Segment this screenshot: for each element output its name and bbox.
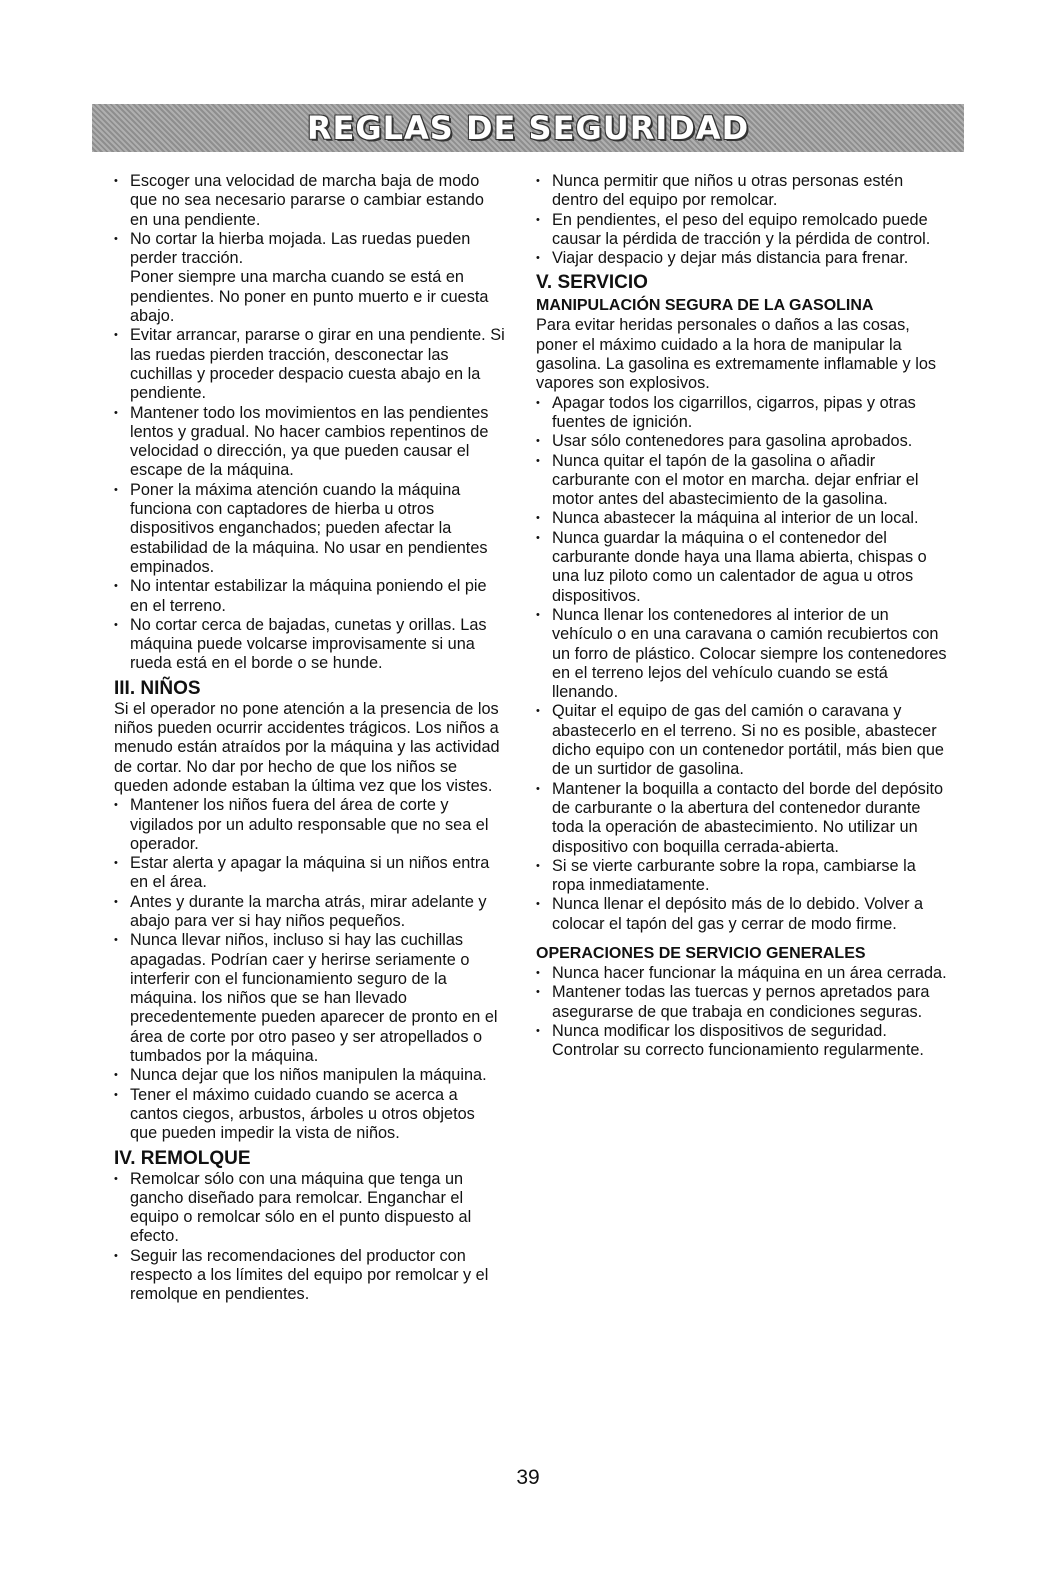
list-item: • Mantener los niños fuera del área de corte y vigilados por un adulto responsable que no sea el operador. bbox=[114, 796, 506, 854]
ninos-list bbox=[114, 796, 506, 1143]
paragraph: Poner siempre una marcha cuando se está en pendientes. No poner en punto muerto e ir cuesta abajo. bbox=[130, 268, 489, 326]
list-item: • Usar sólo contenedores para gasolina aprobados. bbox=[536, 432, 950, 451]
list-item: • Si se vierte carburante sobre la ropa, cambiarse la ropa inmediatamente. bbox=[536, 857, 950, 896]
list-item: • En pendientes, el peso del equipo remolcado puede causar la pérdida de tracción y la pérdida de control. bbox=[536, 211, 950, 250]
list-item: • Escoger una velocidad de marcha baja de modo que no sea necesario pararse o cambiar estando en una pendiente. bbox=[114, 172, 506, 230]
right-column bbox=[536, 172, 950, 1060]
list-item: • Remolcar sólo con una máquina que tenga un gancho diseñado para remolcar. Enganchar el equipo o remolcar sólo en el punto dispuesto al efecto. bbox=[114, 1170, 506, 1247]
paragraph: Para evitar heridas personales o daños a las cosas, poner el máximo cuidado a la hora de manipular la gasolina. La gasolina es extremamente inflamable y los vapores son explosivos. bbox=[536, 316, 937, 393]
list-item: • Viajar despacio y dejar más distancia para frenar. bbox=[536, 249, 950, 268]
list-item: • Estar alerta y apagar la máquina si un niños entra en el área. bbox=[114, 854, 506, 893]
list-item: • Nunca abastecer la máquina al interior de un local. bbox=[536, 509, 950, 528]
list-item: • Nunca quitar el tapón de la gasolina o añadir carburante con el motor en marcha. dejar enfriar el motor antes del abastecimiento de la gasolina. bbox=[536, 452, 950, 510]
subsection-heading-gasolina: MANIPULACIÓN SEGURA DE LA GASOLINA bbox=[536, 297, 874, 315]
list-item: • Evitar arrancar, pararse o girar en una pendiente. Si las ruedas pierden tracción, desconectar las cuchillas y proceder despacio cuesta abajo en la pendiente. bbox=[114, 326, 506, 403]
remolque-list bbox=[114, 1170, 506, 1305]
list-item: • Apagar todos los cigarrillos, cigarros, pipas y otras fuentes de ignición. bbox=[536, 394, 950, 433]
list-item: • Tener el máximo cuidado cuando se acerca a cantos ciegos, arbustos, árboles u otros objetos que pueden impedir la vista de niños. bbox=[114, 1086, 506, 1144]
gasolina-list bbox=[536, 394, 950, 934]
list-item: • Nunca hacer funcionar la máquina en un área cerrada. bbox=[536, 964, 950, 983]
page-number: 39 bbox=[516, 1466, 540, 1489]
list-item: • No intentar estabilizar la máquina poniendo el pie en el terreno. bbox=[114, 577, 506, 616]
section-heading-servicio: V. SERVICIO bbox=[536, 272, 648, 294]
list-item: • Nunca permitir que niños u otras personas estén dentro del equipo por remolcar. bbox=[536, 172, 950, 211]
section-heading-remolque: IV. REMOLQUE bbox=[114, 1147, 251, 1169]
paragraph: Si el operador no pone atención a la presencia de los niños pueden ocurrir accidentes trágicos. Los niños a menudo están atraídos por la máquina y las actividad de cortar. No dar por hecho de que los niños se queden adonde estaban la última vez que los vistes. bbox=[114, 699, 500, 795]
section-heading-ninos: III. NIÑOS bbox=[114, 677, 201, 699]
pendientes-list bbox=[114, 172, 506, 268]
list-item: • Poner la máxima atención cuando la máquina funciona con captadores de hierba u otros dispositivos enganchados; pueden afectar la estabilidad de la máquina. No usar en pendientes empinados. bbox=[114, 481, 506, 577]
page-title: REGLAS DE SEGURIDAD bbox=[306, 109, 750, 147]
list-item: • Nunca llenar el depósito más de lo debido. Volver a colocar el tapón del gas y cerrar de modo firme. bbox=[536, 895, 950, 934]
list-item: • Mantener todo los movimientos en las pendientes lentos y gradual. No hacer cambios repentinos de velocidad o dirección, ya que pueden causar el escape de la máquina. bbox=[114, 404, 506, 481]
list-item: • No cortar la hierba mojada. Las ruedas pueden perder tracción. bbox=[114, 230, 506, 269]
list-item: • Quitar el equipo de gas del camión o caravana y abastecerlo en el terreno. Si no es posible, abastecer dicho equipo con un contenedor portátil, más bien que de un surtidor de gasolina. bbox=[536, 702, 950, 779]
operaciones-list bbox=[536, 964, 950, 1060]
list-item: • Nunca guardar la máquina o el contenedor del carburante donde haya una llama abierta, chispas o una luz piloto como un calentador de agua u otros dispositivos. bbox=[536, 529, 950, 606]
list-item: • Mantener todas las tuercas y pernos apretados para asegurarse de que trabaja en condiciones seguras. bbox=[536, 983, 950, 1022]
list-item: • Nunca llevar niños, incluso si hay las cuchillas apagadas. Podrían caer y herirse seriamente o interferir con el funcionamiento seguro de la máquina. los niños que se han llevado precedentemente pueden aparecer de pronto en el área de corte por otro paseo y ser atropellados o tumbados por la máquina. bbox=[114, 931, 506, 1066]
list-item: • No cortar cerca de bajadas, cunetas y orillas. Las máquina puede volcarse improvisamente si una rueda está en el borde o se hunde. bbox=[114, 616, 506, 674]
pendientes-list-2 bbox=[114, 326, 506, 673]
list-item: • Antes y durante la marcha atrás, mirar adelante y abajo para ver si hay niños pequeños. bbox=[114, 893, 506, 932]
header-banner bbox=[92, 104, 964, 152]
remolque-list-continued bbox=[536, 172, 950, 268]
left-column bbox=[114, 172, 506, 1305]
list-item: • Nunca dejar que los niños manipulen la máquina. bbox=[114, 1066, 506, 1085]
list-item: • Seguir las recomendaciones del productor con respecto a los límites del equipo por remolcar y el remolque en pendientes. bbox=[114, 1247, 506, 1305]
subsection-heading-operaciones: OPERACIONES DE SERVICIO GENERALES bbox=[536, 944, 866, 962]
list-item: • Nunca modificar los dispositivos de seguridad. Controlar su correcto funcionamiento regularmente. bbox=[536, 1022, 950, 1061]
list-item: • Nunca llenar los contenedores al interior de un vehículo o en una caravana o camión recubiertos con un forro de plástico. Colocar siempre los contenedores en el terreno lejos del vehículo cuando se está llenando. bbox=[536, 606, 950, 702]
list-item: • Mantener la boquilla a contacto del borde del depósito de carburante o la abertura del contenedor durante toda la operación de abastecimiento. No utilizar un dispositivo con boquilla cerrada-abierta. bbox=[536, 780, 950, 857]
